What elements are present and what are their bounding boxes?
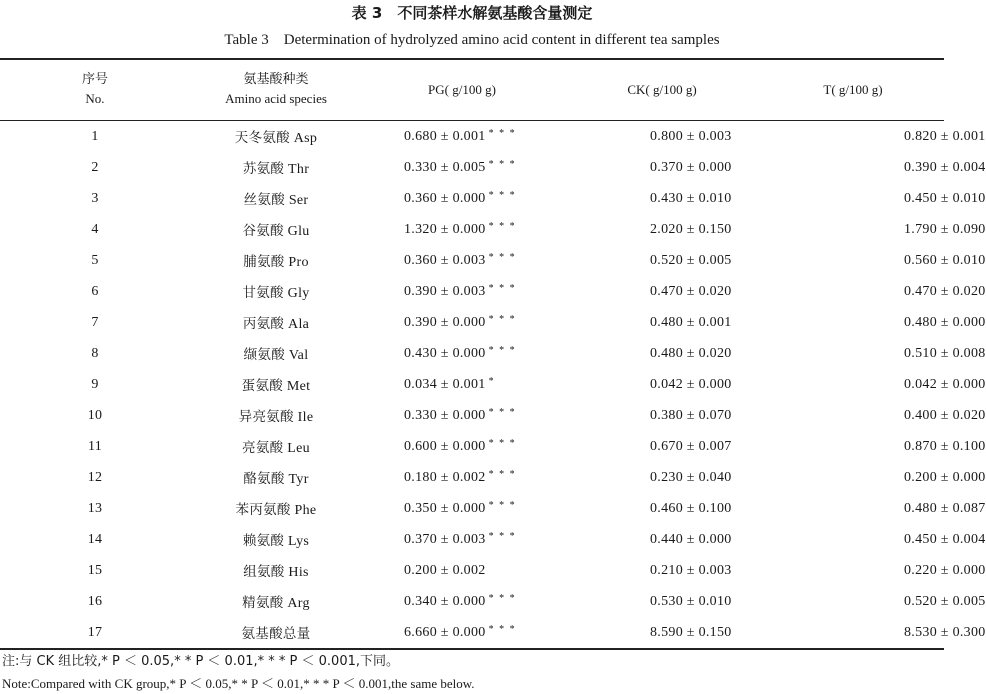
cell-pg: [362, 617, 604, 648]
header-species-cn: 氨基酸种类: [243, 72, 309, 87]
cell-ck: 0.460 ± 0.100: [650, 500, 732, 516]
significance-mark: * * *: [488, 592, 517, 604]
cell-t: 0.200 ± 0.000: [904, 469, 986, 485]
significance-mark: *: [488, 375, 496, 387]
cell-ck: 0.480 ± 0.020: [650, 345, 732, 361]
amino-acid-cn: 蛋氨酸: [241, 378, 284, 394]
cell-amino-acid: [190, 152, 362, 183]
cell-no: 15: [87, 562, 103, 578]
cell-no: 17: [87, 624, 103, 640]
pg-value: 0.370 ± 0.003: [404, 531, 486, 547]
amino-acid-en: Gly: [287, 286, 310, 301]
cell-pg: [362, 369, 604, 400]
table-row: [0, 338, 944, 369]
cell-pg: [362, 400, 604, 431]
cell-amino-acid: [190, 369, 362, 400]
significance-mark: * * *: [488, 127, 517, 139]
header-no: [0, 70, 190, 108]
cell-pg: [362, 493, 604, 524]
bottom-rule: [0, 648, 944, 650]
table-row: [0, 400, 944, 431]
cell-amino-acid: [190, 307, 362, 338]
amino-acid-en: Lys: [288, 534, 310, 549]
significance-mark: * * *: [488, 406, 517, 418]
cell-amino-acid: [190, 524, 362, 555]
header-pg: PG( g/100 g): [428, 82, 496, 97]
cell-t: 0.450 ± 0.010: [904, 190, 986, 206]
table-row: [0, 152, 944, 183]
cell-t: 0.042 ± 0.000: [904, 376, 986, 392]
amino-acid-cn: 苏氨酸: [242, 161, 285, 177]
table-row: [0, 276, 944, 307]
cell-pg: [362, 152, 604, 183]
amino-acid-table: [0, 121, 986, 648]
cell-t: 0.510 ± 0.008: [904, 345, 986, 361]
cell-no: 11: [87, 438, 103, 454]
table-row: [0, 493, 944, 524]
cell-t: 1.790 ± 0.090: [904, 221, 986, 237]
cell-pg: [362, 586, 604, 617]
cell-ck: 0.380 ± 0.070: [650, 407, 732, 423]
amino-acid-cn: 谷氨酸: [242, 223, 284, 239]
table-row: [0, 121, 944, 152]
header-no-en: No.: [85, 91, 105, 106]
cell-t: 0.870 ± 0.100: [904, 438, 986, 454]
cell-amino-acid: [190, 245, 362, 276]
significance-mark: * * *: [488, 220, 517, 232]
significance-mark: * * *: [488, 251, 517, 263]
cell-pg: [362, 555, 604, 586]
pg-value: 0.680 ± 0.001: [404, 128, 486, 144]
amino-acid-cn: 异亮氨酸: [238, 409, 294, 425]
amino-acid-en: Ser: [288, 193, 309, 208]
cell-ck: 0.042 ± 0.000: [650, 376, 732, 392]
pg-value: 0.390 ± 0.003: [404, 283, 486, 299]
significance-mark: * * *: [488, 189, 517, 201]
cell-no: 9: [91, 376, 99, 392]
footnote-cn: 注:与 CK 组比较,* P ＜ 0.05,* * P ＜ 0.01,* * * P ＜ 0.001,下同。: [2, 654, 399, 669]
amino-acid-cn: 丙氨酸: [242, 316, 285, 332]
table-row: [0, 462, 944, 493]
table-row: [0, 245, 944, 276]
amino-acid-en: Glu: [287, 224, 310, 239]
header-species: [190, 70, 362, 108]
header-ck: CK( g/100 g): [627, 82, 697, 97]
amino-acid-en: Leu: [287, 441, 310, 456]
significance-mark: * * *: [488, 468, 517, 480]
cell-t: 0.480 ± 0.000: [904, 314, 986, 330]
cell-no: 12: [87, 469, 103, 485]
significance-mark: * * *: [488, 530, 517, 542]
amino-acid-en: Asp: [293, 131, 318, 146]
amino-acid-cn: 甘氨酸: [242, 285, 284, 301]
cell-pg: [362, 338, 604, 369]
amino-acid-cn: 丝氨酸: [243, 192, 286, 208]
cell-no: 4: [91, 221, 99, 237]
amino-acid-cn: 赖氨酸: [242, 533, 285, 549]
cell-no: 16: [87, 593, 103, 609]
amino-acid-en: Thr: [288, 162, 310, 177]
cell-ck: 0.670 ± 0.007: [650, 438, 732, 454]
amino-acid-cn: 苯丙氨酸: [235, 502, 291, 518]
cell-amino-acid: [190, 617, 362, 648]
pg-value: 0.330 ± 0.000: [404, 407, 486, 423]
cell-t: 0.390 ± 0.004: [904, 159, 986, 175]
cell-pg: [362, 462, 604, 493]
pg-value: 0.180 ± 0.002: [404, 469, 486, 485]
table-row: [0, 307, 944, 338]
cell-t: 0.480 ± 0.087: [904, 500, 986, 516]
cell-no: 3: [91, 190, 99, 206]
significance-mark: * * *: [488, 437, 517, 449]
table-row: [0, 524, 944, 555]
cell-amino-acid: [190, 276, 362, 307]
amino-acid-cn: 脯氨酸: [243, 254, 285, 270]
cell-ck: 0.470 ± 0.020: [650, 283, 732, 299]
amino-acid-en: Ile: [297, 410, 314, 425]
header-no-cn: 序号: [81, 72, 108, 87]
amino-acid-cn: 缬氨酸: [243, 347, 286, 363]
cell-no: 13: [87, 500, 103, 516]
cell-amino-acid: [190, 338, 362, 369]
cell-pg: [362, 245, 604, 276]
cell-pg: [362, 276, 604, 307]
cell-no: 2: [91, 159, 99, 175]
amino-acid-en: Arg: [287, 596, 310, 611]
significance-mark: * * *: [488, 282, 517, 294]
cell-amino-acid: [190, 121, 362, 152]
significance-mark: * * *: [488, 623, 517, 635]
pg-value: 0.390 ± 0.000: [404, 314, 486, 330]
amino-acid-en: His: [288, 565, 309, 580]
table-row: [0, 586, 944, 617]
pg-value: 0.340 ± 0.000: [404, 593, 486, 609]
significance-mark: * * *: [488, 499, 517, 511]
amino-acid-cn: 亮氨酸: [242, 440, 284, 456]
pg-value: 0.360 ± 0.003: [404, 252, 486, 268]
amino-acid-en: Tyr: [288, 472, 309, 487]
cell-ck: 0.480 ± 0.001: [650, 314, 732, 330]
cell-no: 1: [91, 128, 99, 144]
table-row: [0, 214, 944, 245]
pg-value: 0.200 ± 0.002: [404, 562, 486, 578]
cell-pg: [362, 121, 604, 152]
cell-t: 0.560 ± 0.010: [904, 252, 986, 268]
cell-no: 8: [91, 345, 99, 361]
cell-ck: 2.020 ± 0.150: [650, 221, 732, 237]
cell-amino-acid: [190, 214, 362, 245]
cell-no: 5: [91, 252, 99, 268]
amino-acid-cn: 组氨酸: [243, 564, 285, 580]
amino-acid-cn: 精氨酸: [242, 595, 284, 611]
amino-acid-cn: 氨基酸总量: [241, 626, 311, 642]
top-rule: [0, 58, 944, 60]
cell-t: 0.450 ± 0.004: [904, 531, 986, 547]
table-row: [0, 183, 944, 214]
cell-amino-acid: [190, 555, 362, 586]
amino-acid-cn: 酪氨酸: [243, 471, 285, 487]
cell-ck: 8.590 ± 0.150: [650, 624, 732, 640]
amino-acid-cn: 天冬氨酸: [234, 130, 290, 146]
cell-t: 0.470 ± 0.020: [904, 283, 986, 299]
amino-acid-en: Val: [288, 348, 309, 363]
cell-t: 0.820 ± 0.001: [904, 128, 986, 144]
table-title-cn: 表 3 不同茶样水解氨基酸含量测定: [351, 4, 593, 22]
pg-value: 0.034 ± 0.001: [404, 376, 486, 392]
cell-amino-acid: [190, 183, 362, 214]
cell-ck: 0.430 ± 0.010: [650, 190, 732, 206]
amino-acid-en: Ala: [288, 317, 310, 332]
cell-ck: 0.800 ± 0.003: [650, 128, 732, 144]
cell-t: 0.400 ± 0.020: [904, 407, 986, 423]
cell-ck: 0.520 ± 0.005: [650, 252, 732, 268]
significance-mark: * * *: [488, 344, 517, 356]
cell-pg: [362, 307, 604, 338]
cell-no: 10: [87, 407, 103, 423]
table-title-en: Table 3 Determination of hydrolyzed amino acid content in different tea samples: [224, 32, 720, 48]
cell-ck: 0.210 ± 0.003: [650, 562, 732, 578]
cell-ck: 0.440 ± 0.000: [650, 531, 732, 547]
amino-acid-en: Met: [286, 379, 311, 394]
cell-no: 7: [91, 314, 99, 330]
table-row: [0, 369, 944, 400]
pg-value: 0.600 ± 0.000: [404, 438, 486, 454]
footnote-en: Note:Compared with CK group,* P ＜ 0.05,* * P ＜ 0.01,* * * P ＜ 0.001,the same below.: [2, 676, 475, 691]
pg-value: 0.330 ± 0.005: [404, 159, 486, 175]
cell-ck: 0.370 ± 0.000: [650, 159, 732, 175]
cell-amino-acid: [190, 586, 362, 617]
pg-value: 6.660 ± 0.000: [404, 624, 486, 640]
pg-value: 1.320 ± 0.000: [404, 221, 486, 237]
table-row: [0, 555, 944, 586]
header-t: T( g/100 g): [823, 82, 883, 97]
table-row: [0, 617, 944, 648]
cell-amino-acid: [190, 462, 362, 493]
amino-acid-en: Phe: [294, 503, 317, 518]
cell-ck: 0.530 ± 0.010: [650, 593, 732, 609]
cell-t: 8.530 ± 0.300: [904, 624, 986, 640]
cell-t: 0.220 ± 0.000: [904, 562, 986, 578]
cell-pg: [362, 524, 604, 555]
significance-mark: * * *: [488, 313, 517, 325]
header-species-en: Amino acid species: [225, 91, 327, 106]
significance-mark: * * *: [488, 158, 517, 170]
cell-no: 6: [91, 283, 99, 299]
cell-pg: [362, 183, 604, 214]
cell-amino-acid: [190, 400, 362, 431]
table-row: [0, 431, 944, 462]
cell-t: 0.520 ± 0.005: [904, 593, 986, 609]
cell-amino-acid: [190, 431, 362, 462]
pg-value: 0.350 ± 0.000: [404, 500, 486, 516]
pg-value: 0.360 ± 0.000: [404, 190, 486, 206]
cell-no: 14: [87, 531, 103, 547]
cell-pg: [362, 214, 604, 245]
pg-value: 0.430 ± 0.000: [404, 345, 486, 361]
cell-pg: [362, 431, 604, 462]
amino-acid-en: Pro: [288, 255, 309, 270]
cell-ck: 0.230 ± 0.040: [650, 469, 732, 485]
cell-amino-acid: [190, 493, 362, 524]
